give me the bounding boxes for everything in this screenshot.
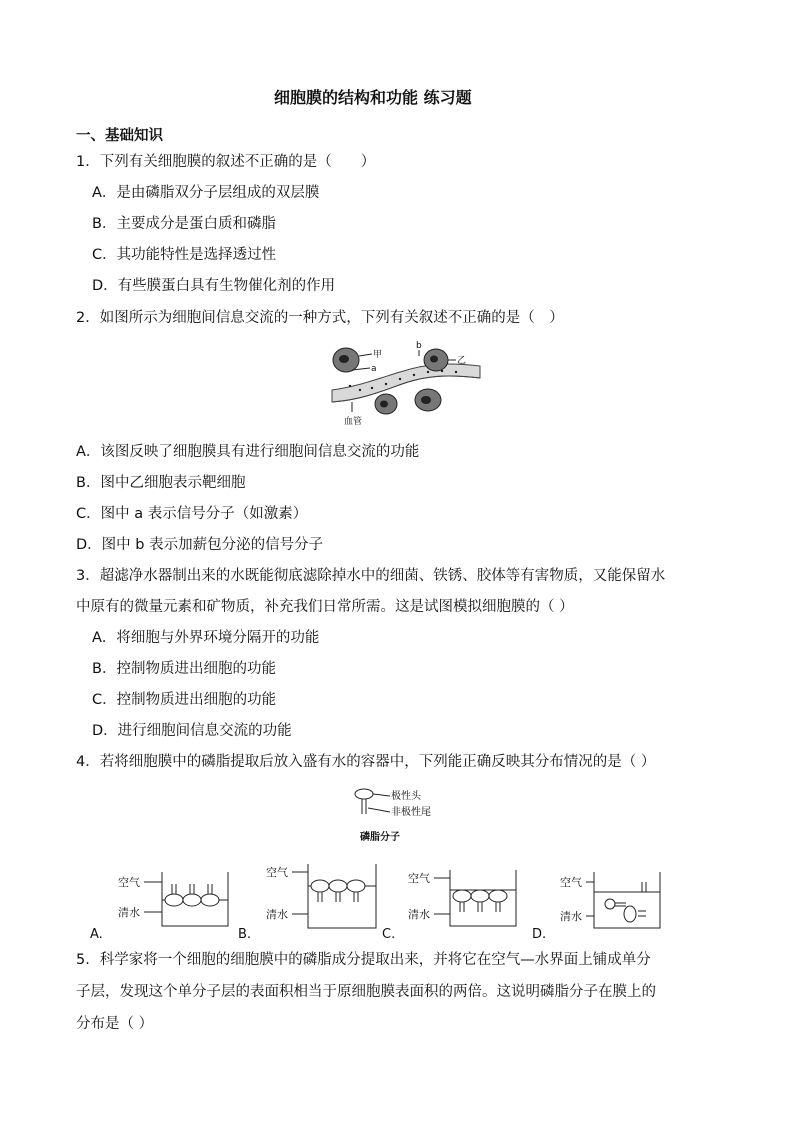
- choice-a-label: A.: [90, 927, 103, 938]
- choice-c-label: C.: [382, 927, 396, 938]
- question-3-stem-line-1: 3．超滤净水器制出来的水既能彻底滤除掉水中的细菌、铁锈、胶体等有害物质，又能保留水: [76, 568, 666, 584]
- label-a: a: [371, 364, 377, 374]
- question-1-option-d: D．有些膜蛋白具有生物催化剂的作用: [92, 278, 336, 294]
- question-3-stem-line-2: 中原有的微量元素和矿物质，补充我们日常所需。这是试图模拟细胞膜的（ ）: [76, 599, 574, 615]
- label-b: b: [416, 341, 422, 351]
- choice-c-water: 清水: [408, 908, 430, 921]
- choice-a-water: 清水: [118, 906, 140, 919]
- page-title: 细胞膜的结构和功能 练习题: [274, 88, 472, 107]
- choice-b-air: 空气: [266, 866, 288, 879]
- question-1-option-a: A．是由磷脂双分子层组成的双层膜: [92, 185, 320, 201]
- label-vessel: 血管: [344, 417, 363, 427]
- question-4-stem: 4．若将细胞膜中的磷脂提取后放入盛有水的容器中，下列能正确反映其分布情况的是（ ）: [76, 754, 656, 770]
- choice-c-air: 空气: [408, 872, 430, 885]
- legend-tail-label: 非极性尾: [391, 807, 431, 818]
- cell-signaling-figure: [330, 338, 482, 430]
- question-2-stem: 2．如图所示为细胞间信息交流的一种方式，下列有关叙述不正确的是（ ）: [76, 310, 564, 326]
- legend-caption: 磷脂分子: [360, 832, 400, 843]
- legend-head-label: 极性头: [391, 791, 421, 802]
- question-3-option-c: C．控制物质进出细胞的功能: [92, 692, 277, 708]
- question-2-option-c: C．图中 a 表示信号分子（如激素）: [76, 506, 308, 522]
- phospholipid-legend: [350, 782, 450, 848]
- question-1-option-c: C．其功能特性是选择透过性: [92, 247, 277, 263]
- choice-b-water: 清水: [266, 908, 288, 921]
- choice-c-diagram: [380, 866, 530, 938]
- choice-b-label: B.: [238, 927, 252, 938]
- label-yi: 乙: [457, 356, 467, 366]
- choice-a-diagram: [88, 866, 238, 938]
- question-5-line-3: 分布是（ ）: [76, 1016, 154, 1032]
- question-5-line-1: 5．科学家将一个细胞的细胞膜中的磷脂成分提取出来，并将它在空气—水界面上铺成单分: [76, 952, 651, 968]
- question-3-option-d: D．进行细胞间信息交流的功能: [92, 723, 292, 739]
- question-3-option-b: B．控制物质进出细胞的功能: [92, 661, 276, 677]
- choice-d-air: 空气: [560, 876, 582, 889]
- question-2-option-b: B．图中乙细胞表示靶细胞: [76, 475, 246, 491]
- question-2-option-a: A．该图反映了细胞膜具有进行细胞间信息交流的功能: [76, 444, 420, 460]
- section-heading: 一、基础知识: [76, 128, 163, 144]
- question-2-option-d: D．图中 b 表示加薪包分泌的信号分子: [76, 537, 324, 553]
- choice-d-water: 清水: [560, 910, 582, 923]
- choice-b-diagram: [236, 860, 386, 938]
- label-jia: 甲: [373, 350, 383, 360]
- question-1-option-b: B．主要成分是蛋白质和磷脂: [92, 216, 276, 232]
- question-1-stem: 1．下列有关细胞膜的叙述不正确的是（ ）: [76, 154, 376, 170]
- choice-d-diagram: [530, 866, 680, 938]
- question-3-option-a: A．将细胞与外界环境分隔开的功能: [92, 630, 320, 646]
- question-5-line-2: 子层，发现这个单分子层的表面积相当于原细胞膜表面积的两倍。这说明磷脂分子在膜上的: [76, 984, 656, 1000]
- choice-a-air: 空气: [118, 876, 140, 889]
- choice-d-label: D.: [532, 927, 547, 938]
